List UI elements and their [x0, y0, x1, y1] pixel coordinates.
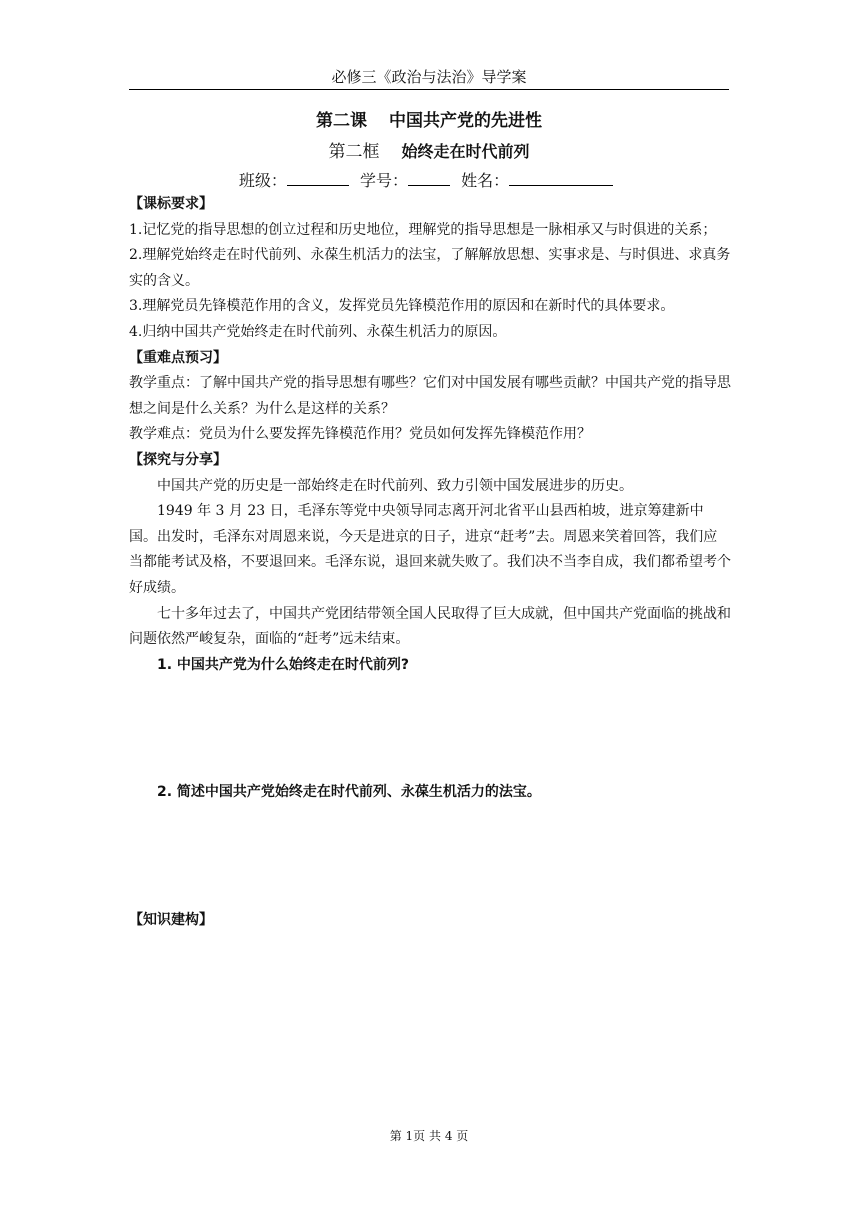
answer-space-1[interactable]	[129, 678, 731, 780]
document-header: 必修三《政治与法治》导学案	[331, 68, 527, 86]
standard-item: 1.记忆党的指导思想的创立过程和历史地位，理解党的指导思想是一脉相承又与时俱进的关系；	[129, 221, 717, 238]
question-2: 2. 简述中国共产党始终走在时代前列、永葆生机活力的法宝。	[157, 784, 541, 801]
frame-number: 第二框	[328, 142, 380, 162]
frame-title	[129, 137, 729, 162]
lesson-name: 中国共产党的先进性	[389, 111, 542, 131]
lesson-title	[129, 106, 729, 131]
standard-item: 4.归纳中国共产党始终走在时代前列、永葆生机活力的原因。	[129, 323, 507, 340]
frame-name: 始终走在时代前列	[401, 142, 530, 161]
section-heading-explore: 【探究与分享】	[129, 451, 227, 468]
key-point-text: 教学重点：了解中国共产党的指导思想有哪些？它们对中国发展有哪些贡献？中国共产党的指导思想之间是什么关系？为什么是这样的关系？	[129, 375, 731, 417]
document-body	[129, 192, 731, 933]
section-heading-standards: 【课标要求】	[129, 196, 213, 212]
section-heading-knowledge: 【知识建构】	[129, 911, 213, 928]
section-heading-preview: 【重难点预习】	[129, 349, 227, 366]
student-id-label: 学号：	[359, 171, 408, 190]
class-field[interactable]	[287, 171, 349, 186]
question-1: 1. 中国共产党为什么始终走在时代前列?	[157, 656, 410, 673]
student-id-field[interactable]	[408, 171, 450, 186]
difficult-point-text: 教学难点：党员为什么要发挥先锋模范作用？党员如何发挥先锋模范作用？	[129, 426, 591, 443]
standard-item: 2.理解党始终走在时代前列、永葆生机活力的法宝，了解解放思想、实事求是、与时俱进、求真务实的含义。	[129, 247, 731, 289]
name-label: 姓名：	[461, 171, 510, 190]
answer-space-2[interactable]	[129, 806, 731, 908]
explore-paragraph: 七十多年过去了，中国共产党团结带领全国人民取得了巨大成就，但中国共产党面临的挑战和问题依然严峻复杂，面临的“赶考”远未结束。	[129, 605, 731, 648]
lesson-number: 第二课	[316, 111, 367, 131]
class-label: 班级：	[238, 171, 287, 190]
explore-paragraph: 1949 年 3 月 23 日，毛泽东等党中央领导同志离开河北省平山县西柏坡，进京筹建新中国。出发时，毛泽东对周恩来说，今天是进京的日子，进京“赶考”去。周恩来笑着回答，我们应当都能考试及格，不要退回来。毛泽东说，退回来就失败了。我们决不当李自成，我们都希望考个好成绩。	[129, 503, 731, 596]
standard-item: 3.理解党员先锋模范作用的含义，发挥党员先锋模范作用的原因和在新时代的具体要求。	[129, 298, 675, 315]
page-footer: 第 1页 共 4 页	[389, 1129, 469, 1143]
name-field[interactable]	[509, 171, 613, 186]
header-rule	[129, 89, 729, 90]
explore-paragraph: 中国共产党的历史是一部始终走在时代前列、致力引领中国发展进步的历史。	[157, 477, 633, 494]
student-info-line	[129, 168, 729, 191]
